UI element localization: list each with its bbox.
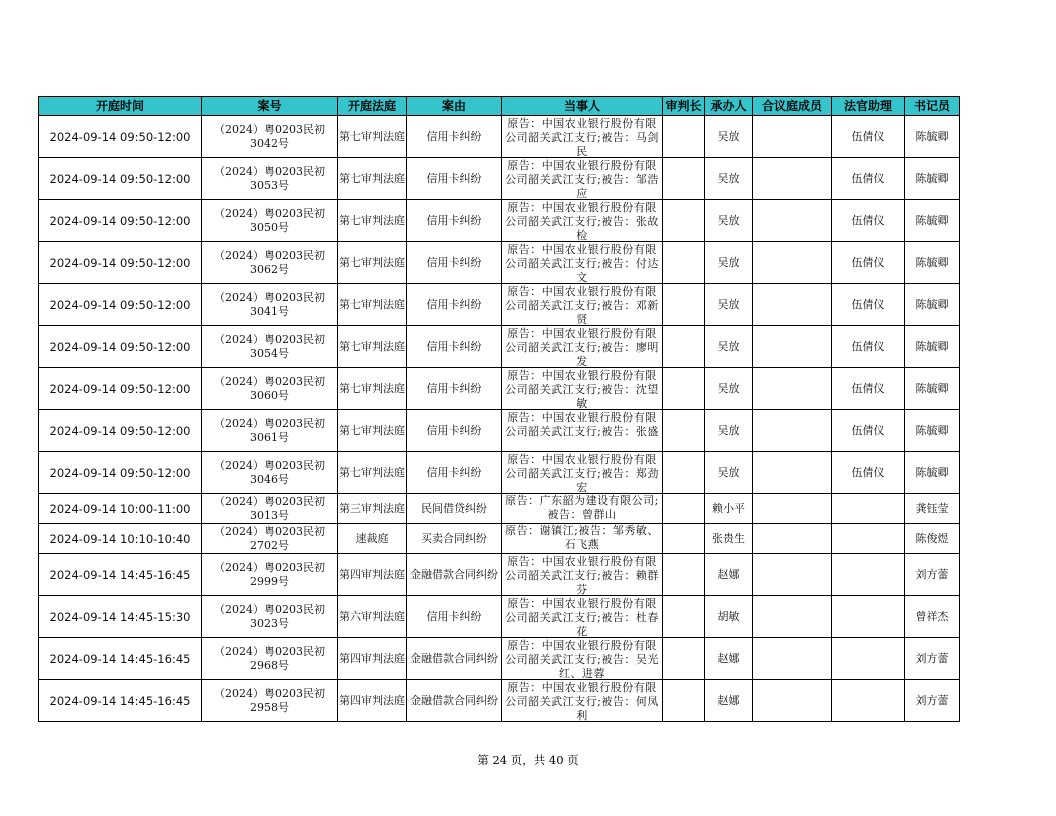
table-row xyxy=(39,596,960,638)
cell-courtroom-text: 第七审判法庭 xyxy=(339,213,405,227)
cell-hearing-time xyxy=(39,284,202,326)
cell-handling-judge-text: 吴放 xyxy=(717,339,740,353)
cell-cause-text: 金融借款合同纠纷 xyxy=(410,651,498,665)
cell-presiding-judge xyxy=(663,680,705,722)
cell-clerk-text: 曾祥杰 xyxy=(915,609,949,623)
cell-hearing-time xyxy=(39,368,202,410)
cell-cause xyxy=(407,638,502,680)
cell-handling-judge-text: 吴放 xyxy=(717,297,740,311)
cell-courtroom-text: 第七审判法庭 xyxy=(339,171,405,185)
cell-panel-members xyxy=(753,284,832,326)
cell-panel-members xyxy=(753,554,832,596)
cell-hearing-time xyxy=(39,680,202,722)
cell-cause-text: 买卖合同纠纷 xyxy=(421,531,487,545)
cell-case-number-text: （2024）粤0203民初3013号 xyxy=(214,494,325,522)
cell-courtroom xyxy=(338,158,407,200)
cell-judge-assistant-text: 伍倩仪 xyxy=(851,297,885,311)
cell-hearing-time-text: 2024-09-14 09:50-12:00 xyxy=(49,255,191,270)
cell-panel-members xyxy=(753,524,832,554)
cell-handling-judge xyxy=(705,554,753,596)
cell-parties xyxy=(502,680,663,722)
cell-cause-text: 信用卡纠纷 xyxy=(426,129,482,143)
cell-hearing-time xyxy=(39,524,202,554)
table-row xyxy=(39,116,960,158)
cell-presiding-judge xyxy=(663,554,705,596)
cell-judge-assistant xyxy=(832,638,905,680)
cell-case-number-text: （2024）粤0203民初3060号 xyxy=(214,374,325,402)
cell-case-number xyxy=(202,368,338,410)
cell-parties xyxy=(502,368,663,410)
table-row xyxy=(39,284,960,326)
cell-case-number-text: （2024）粤0203民初3054号 xyxy=(214,332,325,360)
cell-parties-text: 原告：中国农业银行股份有限公司韶关武江支行;被告：邓新贤 xyxy=(505,285,659,325)
cell-panel-members xyxy=(753,326,832,368)
cell-clerk xyxy=(905,158,960,200)
cell-hearing-time xyxy=(39,158,202,200)
cell-hearing-time xyxy=(39,494,202,524)
cell-parties-text: 原告：中国农业银行股份有限公司韶关武江支行;被告：吴光红、进蓉 xyxy=(505,639,659,679)
cell-clerk-text: 刘方蕾 xyxy=(915,693,949,707)
cell-clerk xyxy=(905,410,960,452)
cell-clerk xyxy=(905,494,960,524)
cell-handling-judge-text: 张贵生 xyxy=(712,531,745,545)
cell-hearing-time xyxy=(39,410,202,452)
cell-handling-judge xyxy=(705,638,753,680)
cell-parties-text: 原告：中国农业银行股份有限公司韶关武江支行;被告：马剑民 xyxy=(505,117,659,157)
cell-handling-judge-text: 吴放 xyxy=(717,381,740,395)
cell-panel-members xyxy=(753,452,832,494)
cell-hearing-time xyxy=(39,200,202,242)
cell-parties xyxy=(502,524,663,554)
cell-courtroom xyxy=(338,116,407,158)
cell-cause-text: 金融借款合同纠纷 xyxy=(410,567,498,581)
cell-judge-assistant-text: 伍倩仪 xyxy=(851,213,885,227)
cell-clerk xyxy=(905,596,960,638)
cell-panel-members xyxy=(753,116,832,158)
cell-cause xyxy=(407,326,502,368)
cell-presiding-judge xyxy=(663,410,705,452)
cell-clerk xyxy=(905,680,960,722)
cell-hearing-time-text: 2024-09-14 09:50-12:00 xyxy=(49,423,191,438)
cell-clerk xyxy=(905,368,960,410)
cell-handling-judge xyxy=(705,452,753,494)
table-row xyxy=(39,494,960,524)
cell-handling-judge-text: 吴放 xyxy=(717,213,740,227)
cell-courtroom xyxy=(338,554,407,596)
cell-courtroom xyxy=(338,596,407,638)
cell-handling-judge-text: 吴放 xyxy=(717,171,740,185)
cell-parties xyxy=(502,410,663,452)
cell-clerk-text: 龚钰莹 xyxy=(915,501,949,515)
cell-cause xyxy=(407,116,502,158)
cell-handling-judge xyxy=(705,200,753,242)
cell-cause-text: 信用卡纠纷 xyxy=(426,213,482,227)
header-judge-assistant: 法官助理 xyxy=(832,97,905,116)
cell-courtroom-text: 第七审判法庭 xyxy=(339,465,405,479)
table-row xyxy=(39,680,960,722)
cell-parties-text: 原告：中国农业银行股份有限公司韶关武江支行;被告：沈望敏 xyxy=(505,369,659,409)
cell-presiding-judge xyxy=(663,368,705,410)
cell-presiding-judge xyxy=(663,326,705,368)
cell-handling-judge xyxy=(705,494,753,524)
cell-handling-judge xyxy=(705,116,753,158)
cell-handling-judge-text: 赖小平 xyxy=(712,501,745,515)
cell-hearing-time-text: 2024-09-14 14:45-16:45 xyxy=(49,567,191,582)
cell-courtroom xyxy=(338,638,407,680)
cell-handling-judge-text: 赵娜 xyxy=(717,651,740,665)
cell-judge-assistant xyxy=(832,158,905,200)
cell-handling-judge-text: 吴放 xyxy=(717,423,740,437)
cell-judge-assistant xyxy=(832,116,905,158)
cell-parties xyxy=(502,452,663,494)
cell-clerk-text: 陈毓卿 xyxy=(915,213,949,227)
cell-panel-members xyxy=(753,410,832,452)
cell-judge-assistant xyxy=(832,242,905,284)
header-presiding-judge: 审判长 xyxy=(663,97,705,116)
cell-hearing-time-text: 2024-09-14 09:50-12:00 xyxy=(49,213,191,228)
cell-cause-text: 信用卡纠纷 xyxy=(426,465,482,479)
cell-hearing-time-text: 2024-09-14 09:50-12:00 xyxy=(49,381,191,396)
cell-parties-text: 原告：中国农业银行股份有限公司韶关武江支行;被告：付达文 xyxy=(505,243,659,283)
table-row xyxy=(39,452,960,494)
cell-courtroom-text: 第七审判法庭 xyxy=(339,129,405,143)
cell-cause xyxy=(407,680,502,722)
header-clerk: 书记员 xyxy=(905,97,960,116)
cell-judge-assistant xyxy=(832,596,905,638)
cell-parties xyxy=(502,638,663,680)
cell-judge-assistant xyxy=(832,200,905,242)
cell-clerk xyxy=(905,284,960,326)
cell-clerk xyxy=(905,524,960,554)
cell-presiding-judge xyxy=(663,524,705,554)
cell-presiding-judge xyxy=(663,284,705,326)
header-panel-members: 合议庭成员 xyxy=(753,97,832,116)
cell-case-number-text: （2024）粤0203民初2958号 xyxy=(214,686,325,714)
cell-cause xyxy=(407,368,502,410)
cell-clerk xyxy=(905,326,960,368)
cell-judge-assistant-text: 伍倩仪 xyxy=(851,381,885,395)
cell-panel-members xyxy=(753,368,832,410)
cell-cause xyxy=(407,158,502,200)
cell-judge-assistant-text: 伍倩仪 xyxy=(851,255,885,269)
cell-hearing-time xyxy=(39,326,202,368)
cell-panel-members xyxy=(753,242,832,284)
cell-case-number-text: （2024）粤0203民初2999号 xyxy=(214,560,325,588)
cell-parties xyxy=(502,494,663,524)
cell-courtroom-text: 第六审判法庭 xyxy=(339,609,405,623)
cell-clerk-text: 陈毓卿 xyxy=(915,171,949,185)
cell-clerk xyxy=(905,554,960,596)
cell-cause xyxy=(407,284,502,326)
cell-handling-judge xyxy=(705,326,753,368)
cell-cause xyxy=(407,200,502,242)
cell-cause xyxy=(407,494,502,524)
cell-clerk xyxy=(905,116,960,158)
cell-clerk-text: 陈毓卿 xyxy=(915,423,949,437)
cell-case-number-text: （2024）粤0203民初3023号 xyxy=(214,602,325,630)
cell-courtroom xyxy=(338,326,407,368)
cell-courtroom-text: 第七审判法庭 xyxy=(339,339,405,353)
cell-panel-members xyxy=(753,680,832,722)
cell-hearing-time-text: 2024-09-14 09:50-12:00 xyxy=(49,297,191,312)
table-row xyxy=(39,554,960,596)
cell-parties xyxy=(502,554,663,596)
header-parties: 当事人 xyxy=(502,97,663,116)
table-row xyxy=(39,326,960,368)
cell-presiding-judge xyxy=(663,494,705,524)
cell-hearing-time-text: 2024-09-14 10:00-11:00 xyxy=(49,501,191,516)
cell-case-number xyxy=(202,452,338,494)
cell-cause-text: 民间借贷纠纷 xyxy=(421,501,487,515)
cell-hearing-time-text: 2024-09-14 14:45-16:45 xyxy=(49,651,191,666)
cell-handling-judge xyxy=(705,680,753,722)
cell-case-number xyxy=(202,680,338,722)
header-hearing-time: 开庭时间 xyxy=(39,97,202,116)
cell-courtroom-text: 第七审判法庭 xyxy=(339,255,405,269)
cell-judge-assistant-text: 伍倩仪 xyxy=(851,423,885,437)
hearing-schedule-table xyxy=(38,96,960,722)
cell-case-number-text: （2024）粤0203民初3041号 xyxy=(214,290,325,318)
cell-cause xyxy=(407,410,502,452)
cell-parties-text: 原告：中国农业银行股份有限公司韶关武江支行;被告：张故检 xyxy=(505,201,659,241)
cell-presiding-judge xyxy=(663,638,705,680)
header-cause: 案由 xyxy=(407,97,502,116)
cell-presiding-judge xyxy=(663,596,705,638)
cell-parties-text: 原告：中国农业银行股份有限公司韶关武江支行;被告：赖群芬 xyxy=(505,555,659,595)
cell-case-number xyxy=(202,410,338,452)
cell-cause-text: 信用卡纠纷 xyxy=(426,339,482,353)
cell-hearing-time xyxy=(39,638,202,680)
cell-courtroom xyxy=(338,410,407,452)
cell-presiding-judge xyxy=(663,452,705,494)
cell-parties xyxy=(502,242,663,284)
cell-courtroom-text: 第七审判法庭 xyxy=(339,423,405,437)
cell-case-number xyxy=(202,242,338,284)
cell-handling-judge-text: 赵娜 xyxy=(717,693,740,707)
table-row xyxy=(39,638,960,680)
cell-parties xyxy=(502,158,663,200)
cell-cause-text: 金融借款合同纠纷 xyxy=(410,693,498,707)
cell-presiding-judge xyxy=(663,200,705,242)
cell-parties-text: 原告：中国农业银行股份有限公司韶关武江支行;被告：杜春花 xyxy=(505,597,659,637)
cell-case-number xyxy=(202,116,338,158)
cell-case-number xyxy=(202,494,338,524)
header-handling-judge: 承办人 xyxy=(705,97,753,116)
cell-clerk xyxy=(905,242,960,284)
cell-cause xyxy=(407,524,502,554)
cell-case-number-text: （2024）粤0203民初3061号 xyxy=(214,416,325,444)
cell-courtroom-text: 第三审判法庭 xyxy=(339,501,405,515)
cell-case-number-text: （2024）粤0203民初3042号 xyxy=(214,122,325,150)
cell-judge-assistant xyxy=(832,452,905,494)
header-case-number: 案号 xyxy=(202,97,338,116)
cell-cause xyxy=(407,554,502,596)
cell-hearing-time xyxy=(39,554,202,596)
cell-presiding-judge xyxy=(663,158,705,200)
cell-judge-assistant xyxy=(832,326,905,368)
cell-case-number-text: （2024）粤0203民初2968号 xyxy=(214,644,325,672)
cell-hearing-time-text: 2024-09-14 14:45-16:45 xyxy=(49,693,191,708)
cell-clerk-text: 陈毓卿 xyxy=(915,465,949,479)
cell-parties-text: 原告：中国农业银行股份有限公司韶关武江支行;被告：张盛 xyxy=(505,411,659,438)
cell-panel-members xyxy=(753,158,832,200)
cell-judge-assistant xyxy=(832,284,905,326)
table-row xyxy=(39,242,960,284)
cell-parties-text: 原告：中国农业银行股份有限公司韶关武江支行;被告：何凤利 xyxy=(505,681,659,721)
cell-cause-text: 信用卡纠纷 xyxy=(426,609,482,623)
cell-hearing-time-text: 2024-09-14 09:50-12:00 xyxy=(49,339,191,354)
cell-hearing-time-text: 2024-09-14 10:10-10:40 xyxy=(49,531,191,546)
cell-handling-judge xyxy=(705,410,753,452)
cell-parties-text: 原告：广东韶为建设有限公司;被告：曾群山 xyxy=(505,494,659,521)
table-row xyxy=(39,368,960,410)
cell-clerk xyxy=(905,638,960,680)
cell-judge-assistant xyxy=(832,494,905,524)
cell-case-number xyxy=(202,284,338,326)
cell-panel-members xyxy=(753,638,832,680)
cell-case-number xyxy=(202,596,338,638)
cell-cause-text: 信用卡纠纷 xyxy=(426,423,482,437)
cell-handling-judge-text: 赵娜 xyxy=(717,567,740,581)
cell-clerk-text: 陈毓卿 xyxy=(915,381,949,395)
cell-panel-members xyxy=(753,494,832,524)
header-courtroom: 开庭法庭 xyxy=(338,97,407,116)
cell-parties xyxy=(502,200,663,242)
cell-hearing-time-text: 2024-09-14 09:50-12:00 xyxy=(49,465,191,480)
cell-clerk-text: 陈毓卿 xyxy=(915,339,949,353)
cell-judge-assistant xyxy=(832,554,905,596)
cell-parties-text: 原告：谢镇江;被告：邹秀敏、石飞燕 xyxy=(505,524,659,551)
cell-handling-judge-text: 吴放 xyxy=(717,465,740,479)
cell-judge-assistant xyxy=(832,680,905,722)
cell-clerk-text: 陈毓卿 xyxy=(915,129,949,143)
cell-cause-text: 信用卡纠纷 xyxy=(426,381,482,395)
cell-case-number xyxy=(202,200,338,242)
cell-cause xyxy=(407,242,502,284)
cell-judge-assistant-text: 伍倩仪 xyxy=(851,339,885,353)
cell-hearing-time xyxy=(39,242,202,284)
cell-clerk-text: 陈俊煜 xyxy=(915,531,949,545)
cell-case-number-text: （2024）粤0203民初3050号 xyxy=(214,206,325,234)
table-header-row xyxy=(39,97,960,116)
cell-clerk-text: 陈毓卿 xyxy=(915,255,949,269)
cell-parties xyxy=(502,284,663,326)
cell-courtroom xyxy=(338,494,407,524)
cell-clerk xyxy=(905,452,960,494)
cell-courtroom-text: 第四审判法庭 xyxy=(339,651,405,665)
cell-clerk-text: 陈毓卿 xyxy=(915,297,949,311)
cell-parties-text: 原告：中国农业银行股份有限公司韶关武江支行;被告：邹浩应 xyxy=(505,159,659,199)
cell-courtroom xyxy=(338,524,407,554)
cell-case-number-text: （2024）粤0203民初2702号 xyxy=(214,524,325,552)
cell-clerk-text: 刘方蕾 xyxy=(915,651,949,665)
cell-hearing-time xyxy=(39,116,202,158)
cell-hearing-time-text: 2024-09-14 09:50-12:00 xyxy=(49,171,191,186)
cell-courtroom-text: 速裁庭 xyxy=(355,531,389,545)
cell-case-number-text: （2024）粤0203民初3053号 xyxy=(214,164,325,192)
cell-courtroom xyxy=(338,242,407,284)
cell-judge-assistant-text: 伍倩仪 xyxy=(851,171,885,185)
cell-courtroom-text: 第四审判法庭 xyxy=(339,693,405,707)
table-row xyxy=(39,200,960,242)
cell-hearing-time xyxy=(39,452,202,494)
cell-handling-judge xyxy=(705,242,753,284)
cell-case-number-text: （2024）粤0203民初3062号 xyxy=(214,248,325,276)
cell-cause-text: 信用卡纠纷 xyxy=(426,171,482,185)
cell-handling-judge xyxy=(705,368,753,410)
cell-judge-assistant xyxy=(832,410,905,452)
cell-presiding-judge xyxy=(663,116,705,158)
cell-courtroom-text: 第四审判法庭 xyxy=(339,567,405,581)
cell-cause xyxy=(407,596,502,638)
cell-cause-text: 信用卡纠纷 xyxy=(426,255,482,269)
cell-case-number-text: （2024）粤0203民初3046号 xyxy=(214,458,325,486)
cell-parties-text: 原告：中国农业银行股份有限公司韶关武江支行;被告：郑劲宏 xyxy=(505,453,659,493)
cell-judge-assistant-text: 伍倩仪 xyxy=(851,129,885,143)
cell-panel-members xyxy=(753,200,832,242)
cell-case-number xyxy=(202,554,338,596)
cell-courtroom-text: 第七审判法庭 xyxy=(339,297,405,311)
cell-case-number xyxy=(202,326,338,368)
page-footer: 第 24 页，共 40 页 xyxy=(477,753,579,767)
cell-handling-judge xyxy=(705,596,753,638)
cell-judge-assistant xyxy=(832,368,905,410)
table-row xyxy=(39,410,960,452)
cell-parties xyxy=(502,116,663,158)
cell-courtroom xyxy=(338,452,407,494)
cell-handling-judge-text: 吴放 xyxy=(717,129,740,143)
cell-courtroom-text: 第七审判法庭 xyxy=(339,381,405,395)
cell-presiding-judge xyxy=(663,242,705,284)
cell-judge-assistant-text: 伍倩仪 xyxy=(851,465,885,479)
cell-handling-judge xyxy=(705,284,753,326)
cell-courtroom xyxy=(338,368,407,410)
cell-cause xyxy=(407,452,502,494)
cell-case-number xyxy=(202,638,338,680)
cell-parties-text: 原告：中国农业银行股份有限公司韶关武江支行;被告：廖明发 xyxy=(505,327,659,367)
cell-case-number xyxy=(202,524,338,554)
cell-courtroom xyxy=(338,284,407,326)
table-row xyxy=(39,524,960,554)
cell-parties xyxy=(502,596,663,638)
cell-case-number xyxy=(202,158,338,200)
cell-panel-members xyxy=(753,596,832,638)
cell-handling-judge xyxy=(705,524,753,554)
cell-hearing-time xyxy=(39,596,202,638)
cell-parties xyxy=(502,326,663,368)
cell-judge-assistant xyxy=(832,524,905,554)
cell-handling-judge xyxy=(705,158,753,200)
cell-courtroom xyxy=(338,200,407,242)
cell-clerk xyxy=(905,200,960,242)
cell-clerk-text: 刘方蕾 xyxy=(915,567,949,581)
cell-handling-judge-text: 胡敏 xyxy=(717,609,740,623)
cell-courtroom xyxy=(338,680,407,722)
cell-hearing-time-text: 2024-09-14 09:50-12:00 xyxy=(49,129,191,144)
table-row xyxy=(39,158,960,200)
cell-hearing-time-text: 2024-09-14 14:45-15:30 xyxy=(49,609,191,624)
table-body xyxy=(39,116,960,722)
cell-cause-text: 信用卡纠纷 xyxy=(426,297,482,311)
cell-handling-judge-text: 吴放 xyxy=(717,255,740,269)
